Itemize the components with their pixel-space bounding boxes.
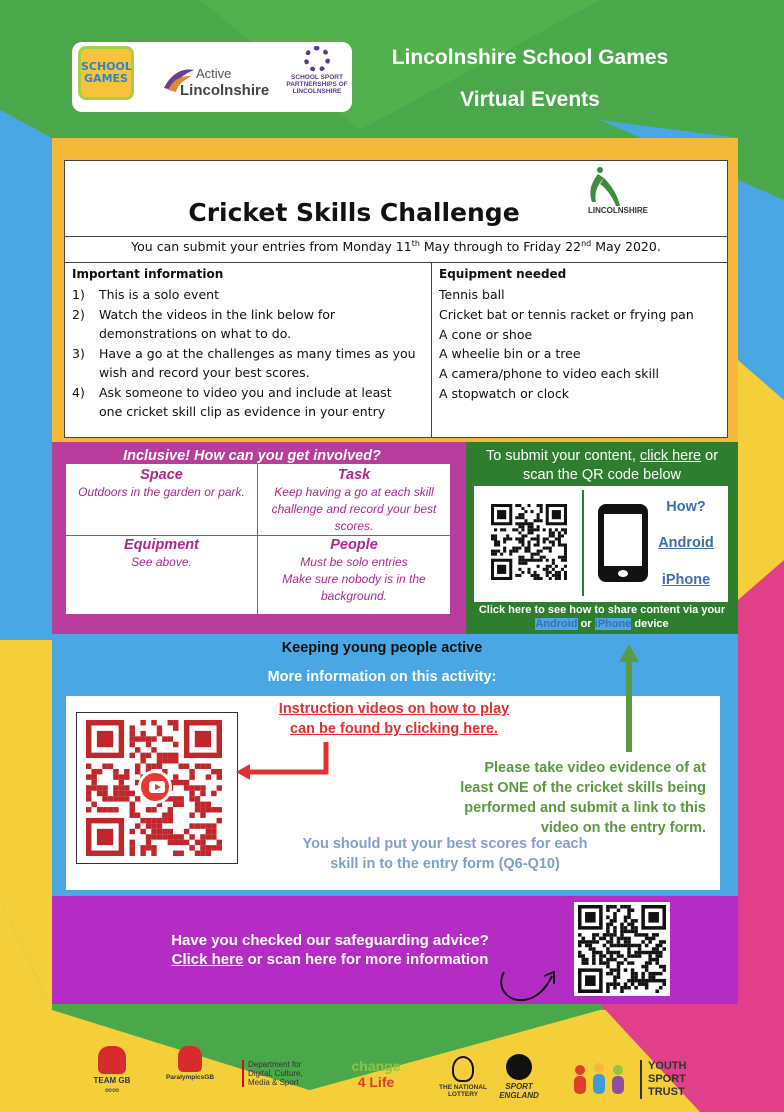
dcms-line: Media & Sport: [248, 1078, 299, 1087]
submit-instructions: [470, 447, 734, 485]
dates-ordinal: th: [411, 239, 420, 248]
list-text: Ask someone to video you and include at least one cricket skill clip as evidence in your entry: [99, 384, 392, 419]
paralympics-gb-logo: [158, 1046, 222, 1081]
phone-screen: [604, 514, 642, 566]
lion-icon: [98, 1046, 126, 1074]
more-info-heading: More information on this activity:: [267, 669, 497, 685]
inclusive-cell-task: [262, 466, 446, 535]
cell-text: Must be solo entries: [300, 555, 408, 569]
safeguarding-rest: or scan here for more information: [243, 951, 489, 968]
lincolnshire-logo-word: Lincolnshire: [180, 82, 270, 99]
list-item: Cricket bat or tennis racket or frying pan: [439, 306, 694, 322]
submit-text: To submit your content,: [485, 448, 640, 464]
play-icon: [155, 784, 161, 790]
cricket-player-icon: [578, 166, 638, 208]
school-games-logo: [78, 46, 134, 100]
inclusive-table: [66, 464, 450, 614]
change4life-logo: [344, 1058, 408, 1090]
lottery-text: THE NATIONAL LOTTERY: [439, 1084, 487, 1098]
scores-note: [270, 834, 620, 874]
yst-line: YOUTH: [648, 1060, 687, 1072]
cell-text: Keep having a go at each skill challenge and record your best scores.: [271, 485, 437, 533]
scores-line: skill in to the entry form (Q6-Q10): [330, 856, 560, 872]
instruction-link-line[interactable]: Instruction videos on how to play: [278, 701, 510, 717]
submission-dates: [66, 239, 726, 254]
yst-figures-icon: [570, 1062, 628, 1098]
list-text: Watch the videos in the link below for demonstrations on what to do.: [99, 306, 336, 341]
inclusive-title: Inclusive! How can you get involved?: [123, 448, 381, 464]
safeguarding-link[interactable]: Click here: [171, 951, 244, 968]
how-label: How?: [666, 499, 706, 515]
share-help-text: device: [631, 618, 669, 630]
android-link[interactable]: Android: [658, 535, 714, 551]
share-help-text: Click here to see how to share content via your: [478, 604, 726, 616]
activity-heading: Keeping young people active: [281, 640, 483, 656]
cell-text: Make sure nobody is in the background.: [282, 572, 426, 603]
sport-england-logo: [494, 1054, 544, 1100]
inclusive-cell-people: [262, 536, 446, 605]
submit-qr-code[interactable]: [491, 503, 567, 581]
list-number: 3): [72, 345, 85, 361]
team-gb-text: TEAM GB: [93, 1076, 131, 1085]
cell-heading: Task: [337, 467, 371, 483]
inclusive-cell-space: [70, 466, 253, 501]
challenge-title: Cricket Skills Challenge: [188, 198, 520, 227]
evidence-line: Please take video evidence of at: [484, 760, 706, 776]
list-item: A stopwatch or clock: [439, 385, 569, 401]
list-text: This is a solo event: [99, 287, 219, 302]
list-item: A wheelie bin or a tree: [439, 346, 581, 362]
red-arrow-icon: [234, 740, 334, 784]
divider: [582, 490, 584, 596]
list-item: [72, 344, 417, 383]
share-help-android[interactable]: Android: [535, 618, 578, 630]
dates-text: May through to Friday 22: [419, 239, 582, 255]
youth-sport-trust-logo: [570, 1058, 694, 1102]
list-item: A camera/phone to video each skill: [439, 366, 659, 382]
share-help-link[interactable]: [466, 603, 738, 631]
safeguarding-qr-code[interactable]: [578, 905, 666, 993]
evidence-note: [400, 758, 706, 838]
table-divider: [257, 464, 258, 614]
table-divider: [431, 262, 432, 438]
change-text: change: [351, 1058, 401, 1074]
lion-icon: [178, 1046, 202, 1072]
dates-text: You can submit your entries from Monday 11: [131, 239, 412, 255]
lincolnshire-cricket-logo-text: LINCOLNSHIRE: [588, 206, 648, 215]
cell-text: See above.: [131, 555, 192, 569]
cell-text: Outdoors in the garden or park.: [78, 485, 245, 499]
team-gb-logo: [88, 1046, 136, 1096]
lincolnshire-cricket-logo: [578, 166, 658, 226]
share-help-text: or: [577, 618, 595, 630]
table-divider: [64, 262, 728, 263]
safeguarding-text: [100, 931, 560, 969]
dcms-line: Department for: [248, 1060, 302, 1069]
dates-text: May 2020.: [591, 239, 661, 255]
olympic-rings-icon: ∞∞: [104, 1085, 120, 1096]
dcms-logo: [242, 1060, 326, 1087]
sport-england-text: SPORT: [505, 1082, 533, 1091]
important-info-heading: Important information: [72, 267, 224, 281]
change-text: 4 Life: [357, 1074, 395, 1090]
equipment-list: [439, 285, 724, 404]
submit-link[interactable]: click here: [639, 448, 702, 464]
list-number: 4): [72, 384, 85, 400]
instruction-link-line[interactable]: can be found by clicking here.: [290, 721, 498, 737]
page-subtitle: Virtual Events: [460, 88, 600, 111]
lottery-hand-icon: [452, 1056, 474, 1082]
list-item: [72, 383, 417, 422]
yst-line: SPORT: [648, 1073, 686, 1085]
page-title: Lincolnshire School Games: [391, 46, 669, 69]
sport-england-text: ENGLAND: [499, 1091, 539, 1100]
cell-heading: People: [330, 537, 378, 553]
evidence-line: performed and submit a link to this: [464, 800, 706, 816]
dcms-line: Digital, Culture,: [248, 1069, 303, 1078]
green-arrow-icon: [614, 640, 644, 756]
list-item: Tennis ball: [439, 287, 505, 302]
phone-icon: [598, 504, 648, 582]
national-lottery-logo: [438, 1056, 488, 1098]
table-divider: [64, 236, 728, 237]
evidence-line: least ONE of the cricket skills being: [460, 780, 706, 796]
evidence-line: video on the entry form.: [540, 820, 706, 836]
school-games-logo-text: SCHOOL GAMES: [81, 60, 132, 85]
dates-ordinal: nd: [581, 239, 592, 248]
sport-england-icon: [506, 1054, 532, 1080]
curved-arrow-icon: [494, 964, 560, 1004]
ssp-logo-text: SCHOOL SPORT PARTNERSHIPS OF LINCOLNSHIRE: [286, 74, 348, 95]
important-info-list: [72, 285, 417, 422]
youtube-icon: [138, 770, 172, 804]
submit-text: or scan the QR code below: [523, 448, 719, 483]
list-number: 1): [72, 287, 85, 302]
list-item: A cone or shoe: [439, 326, 533, 342]
active-lincolnshire-logo: [160, 66, 270, 106]
cell-heading: Equipment: [124, 537, 199, 553]
list-text: Have a go at the challenges as many times as you wish and record your best scores.: [99, 345, 416, 380]
yst-line: TRUST: [648, 1086, 685, 1098]
scores-line: You should put your best scores for each: [302, 836, 588, 852]
share-help-iphone[interactable]: iPhone: [594, 618, 632, 630]
safeguarding-question: Have you checked our safeguarding advice?: [171, 932, 489, 949]
ssp-ring-icon: [304, 46, 330, 72]
list-item: [72, 285, 417, 305]
school-sport-partnerships-logo: [286, 44, 348, 110]
yst-text: [640, 1060, 687, 1099]
equipment-heading: Equipment needed: [439, 267, 567, 281]
list-item: [72, 305, 417, 344]
inclusive-cell-equipment: [70, 536, 253, 571]
iphone-link[interactable]: iPhone: [661, 572, 711, 588]
phone-button: [618, 570, 628, 577]
active-logo-word: Active: [196, 66, 232, 81]
list-number: 2): [72, 306, 85, 322]
paralympics-text: ParalympicsGB: [165, 1074, 215, 1081]
instruction-videos-link[interactable]: [254, 699, 534, 739]
cell-heading: Space: [140, 467, 183, 483]
